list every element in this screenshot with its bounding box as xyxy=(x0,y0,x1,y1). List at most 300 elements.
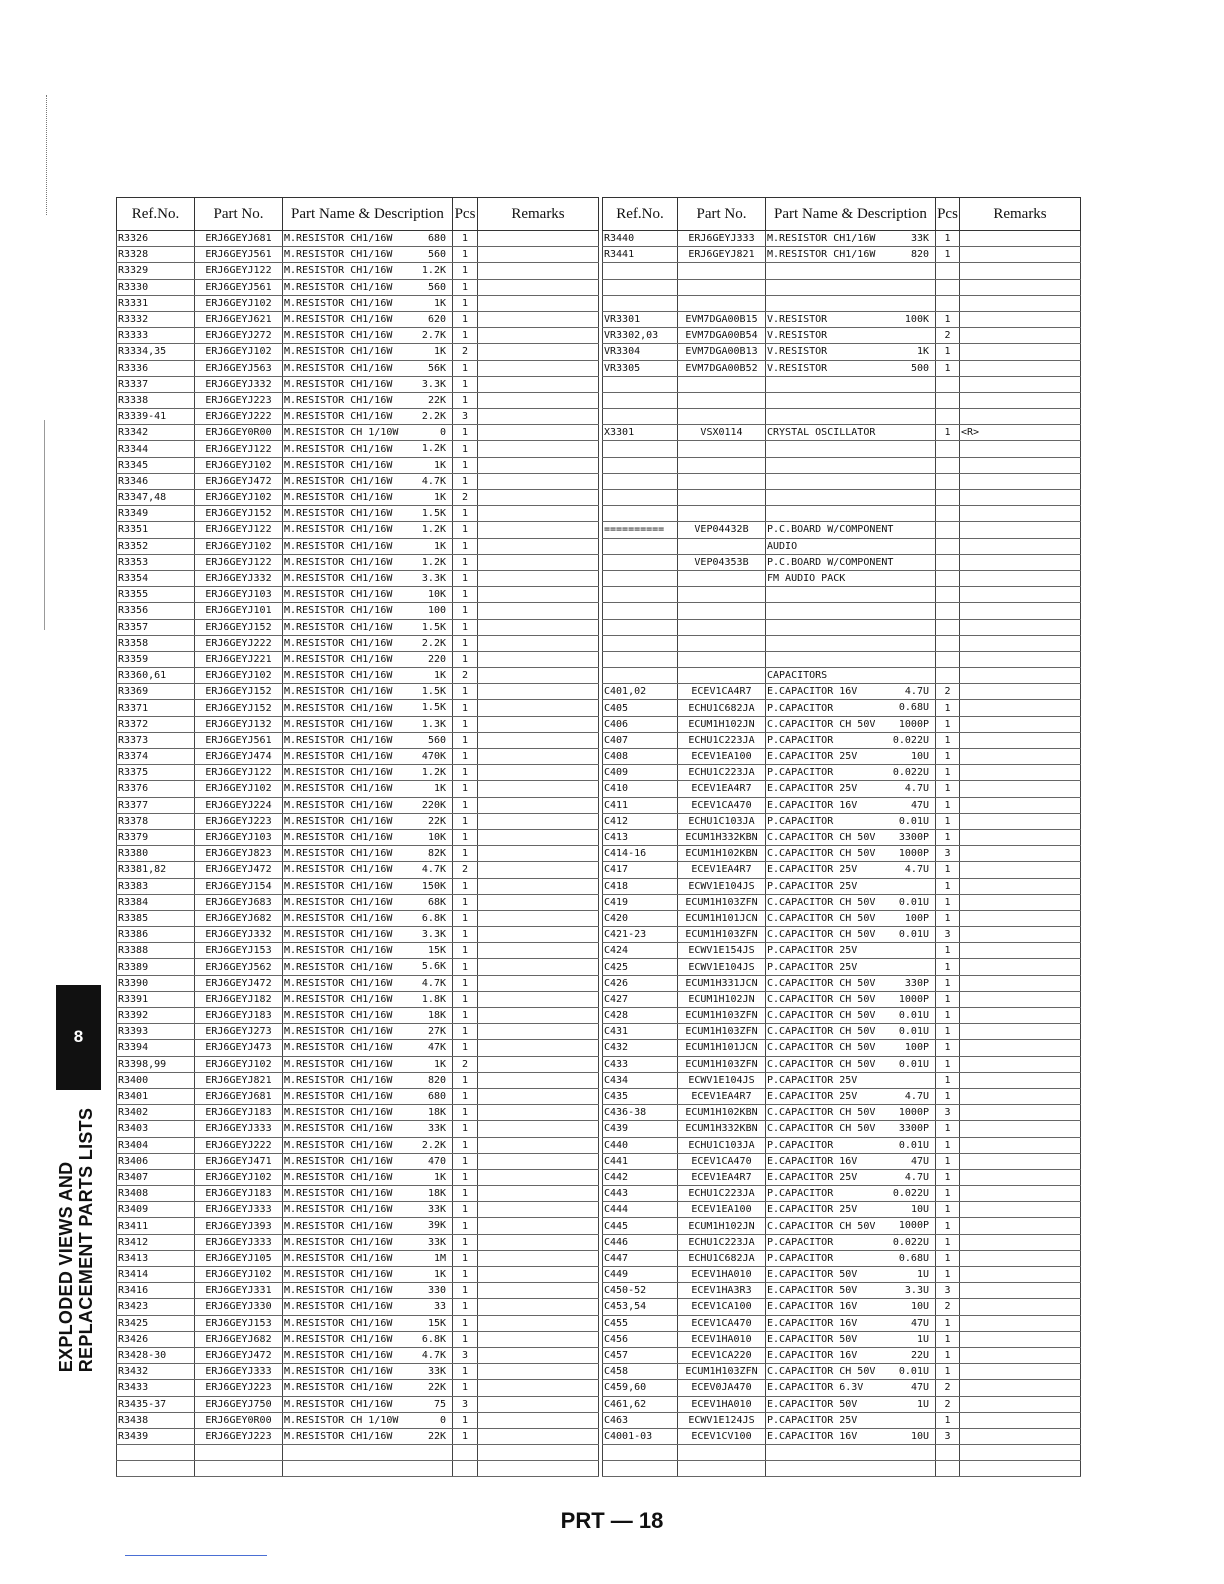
ref-cell: R3390 xyxy=(117,975,195,991)
pcs-cell: 1 xyxy=(936,959,960,975)
part-no-cell: ECEV1EA100 xyxy=(678,1202,766,1218)
ref-cell xyxy=(603,263,678,279)
description-text: P.CAPACITOR 25V xyxy=(767,961,858,973)
description-cell xyxy=(766,1380,936,1396)
ref-cell: C412 xyxy=(603,813,678,829)
pcs-cell: 1 xyxy=(936,311,960,327)
description-text: P.CAPACITOR 25V xyxy=(767,945,858,957)
pcs-cell: 2 xyxy=(453,344,478,360)
table-row xyxy=(603,311,1081,327)
pcs-cell xyxy=(936,587,960,603)
table-row xyxy=(603,1412,1081,1428)
pcs-cell: 1 xyxy=(936,1121,960,1137)
pcs-cell: 1 xyxy=(936,1202,960,1218)
description-cell xyxy=(766,1347,936,1363)
table-row xyxy=(603,927,1081,943)
ref-cell: R3329 xyxy=(117,263,195,279)
remarks-cell xyxy=(960,490,1081,506)
pcs-cell: 1 xyxy=(453,1250,478,1266)
description-cell xyxy=(766,1169,936,1185)
part-no-cell: EVM7DGA00B52 xyxy=(678,360,766,376)
ref-cell: R3351 xyxy=(117,522,195,538)
ref-cell: R3403 xyxy=(117,1121,195,1137)
part-no-cell: ERJ6GEYJ472 xyxy=(195,1347,283,1363)
description-text: M.RESISTOR CH1/16W xyxy=(284,297,393,309)
description-cell xyxy=(283,991,453,1007)
value-text: 1K xyxy=(916,346,929,358)
table-row xyxy=(117,1218,599,1234)
ref-cell: C425 xyxy=(603,959,678,975)
ref-cell: R3326 xyxy=(117,231,195,247)
ref-cell xyxy=(603,506,678,522)
description-cell xyxy=(283,344,453,360)
part-no-cell: VSX0114 xyxy=(678,425,766,441)
table-row xyxy=(117,1380,599,1396)
description-text: M.RESISTOR CH1/16W xyxy=(767,233,876,245)
ref-cell: R3426 xyxy=(117,1331,195,1347)
part-no-cell xyxy=(678,506,766,522)
part-no-cell xyxy=(678,570,766,586)
description-text: V.RESISTOR xyxy=(767,330,828,342)
description-text: M.RESISTOR CH1/16W xyxy=(284,1026,393,1038)
ref-cell: R3379 xyxy=(117,829,195,845)
pcs-cell: 1 xyxy=(936,247,960,263)
description-text: M.RESISTOR CH1/16W xyxy=(284,1285,393,1297)
pcs-cell: 3 xyxy=(453,1347,478,1363)
description-cell xyxy=(766,328,936,344)
remarks-cell xyxy=(960,554,1081,570)
pcs-cell: 1 xyxy=(936,360,960,376)
pcs-cell: 1 xyxy=(453,1315,478,1331)
remarks-cell xyxy=(960,668,1081,684)
value-text: 33 xyxy=(433,1301,446,1313)
pcs-cell: 1 xyxy=(936,716,960,732)
description-cell xyxy=(283,295,453,311)
description-text: M.RESISTOR CH1/16W xyxy=(284,864,393,876)
remarks-cell xyxy=(478,1072,599,1088)
value-text: 1K xyxy=(433,1269,446,1280)
description-text: M.RESISTOR CH1/16W xyxy=(284,993,393,1005)
remarks-cell xyxy=(960,1040,1081,1056)
table-row xyxy=(603,1234,1081,1250)
part-no-cell: ERJ6GEYJ681 xyxy=(195,1088,283,1104)
header-pcs: Pcs xyxy=(453,198,478,231)
description-text: V.RESISTOR xyxy=(767,314,828,326)
ref-cell xyxy=(603,392,678,408)
parts-table-right xyxy=(602,197,1081,1477)
part-no-cell xyxy=(678,635,766,651)
value-text: 10U xyxy=(910,751,929,762)
remarks-cell xyxy=(478,975,599,991)
ref-cell xyxy=(603,619,678,635)
description-cell xyxy=(283,1445,453,1461)
ref-cell: R3333 xyxy=(117,328,195,344)
description-cell xyxy=(283,392,453,408)
table-row xyxy=(603,894,1081,910)
table-row xyxy=(603,1024,1081,1040)
remarks-cell xyxy=(478,619,599,635)
remarks-cell xyxy=(960,1234,1081,1250)
part-no-cell: ERJ6GEYJ152 xyxy=(195,684,283,700)
part-no-cell: ERJ6GEYJ222 xyxy=(195,635,283,651)
description-cell xyxy=(766,1218,936,1234)
pcs-cell xyxy=(936,538,960,554)
description-text: M.RESISTOR CH1/16W xyxy=(284,718,393,730)
description-cell xyxy=(766,619,936,635)
remarks-cell xyxy=(960,732,1081,748)
table-row xyxy=(603,732,1081,748)
description-text: M.RESISTOR CH1/16W xyxy=(284,702,393,714)
ref-cell: R3404 xyxy=(117,1137,195,1153)
table-row xyxy=(603,603,1081,619)
table-row xyxy=(117,927,599,943)
remarks-cell xyxy=(478,1250,599,1266)
description-text: M.RESISTOR CH1/16W xyxy=(284,1382,393,1394)
value-text: 10U xyxy=(910,1204,929,1216)
value-text: 1K xyxy=(433,1171,446,1183)
pcs-cell xyxy=(936,506,960,522)
value-text: 82K xyxy=(427,848,446,860)
header-pcs: Pcs xyxy=(936,198,960,231)
ref-cell: R3393 xyxy=(117,1024,195,1040)
description-cell xyxy=(766,376,936,392)
value-text: 4.7U xyxy=(904,1171,929,1183)
description-text: M.RESISTOR CH1/16W xyxy=(284,929,393,941)
part-no-cell: ERJ6GEYJ472 xyxy=(195,473,283,489)
remarks-cell xyxy=(960,1024,1081,1040)
remarks-cell xyxy=(960,1153,1081,1169)
part-no-cell: ERJ6GEYJ223 xyxy=(195,1380,283,1396)
value-text: 47U xyxy=(910,1155,929,1167)
remarks-cell xyxy=(960,1283,1081,1299)
part-no-cell: ERJ6GEYJ102 xyxy=(195,490,283,506)
pcs-cell xyxy=(453,1445,478,1461)
ref-cell xyxy=(117,1461,195,1477)
table-row xyxy=(603,1088,1081,1104)
value-text: 0.01U xyxy=(898,896,929,908)
pcs-cell: 1 xyxy=(453,1121,478,1137)
ref-cell: C408 xyxy=(603,749,678,765)
remarks-cell xyxy=(478,1267,599,1283)
pcs-cell: 1 xyxy=(453,684,478,700)
description-cell xyxy=(283,328,453,344)
pcs-cell: 3 xyxy=(936,1283,960,1299)
ref-cell xyxy=(603,668,678,684)
pcs-cell: 2 xyxy=(453,862,478,878)
remarks-cell xyxy=(960,1218,1081,1234)
part-no-cell: ECHU1C103JA xyxy=(678,1137,766,1153)
remarks-cell xyxy=(478,441,599,457)
part-no-cell: ERJ6GEYJ333 xyxy=(195,1234,283,1250)
pcs-cell: 1 xyxy=(453,311,478,327)
description-text: M.RESISTOR CH1/16W xyxy=(284,799,393,811)
description-cell xyxy=(283,409,453,425)
pcs-cell: 1 xyxy=(453,959,478,975)
ref-cell: R3388 xyxy=(117,943,195,959)
value-text: 15K xyxy=(427,945,446,957)
part-no-cell: ERJ6GEYJ621 xyxy=(195,311,283,327)
pcs-cell: 1 xyxy=(453,1137,478,1153)
part-no-cell: ERJ6GEYJ821 xyxy=(195,1072,283,1088)
pcs-cell: 1 xyxy=(936,1056,960,1072)
table-row xyxy=(117,846,599,862)
table-row xyxy=(117,279,599,295)
remarks-cell xyxy=(960,344,1081,360)
description-cell xyxy=(283,490,453,506)
part-no-cell: ERJ6GEYJ681 xyxy=(195,231,283,247)
pcs-cell: 1 xyxy=(453,457,478,473)
description-cell xyxy=(766,1250,936,1266)
description-text: M.RESISTOR CH1/16W xyxy=(284,912,393,924)
description-cell xyxy=(283,441,453,457)
value-text: 3300P xyxy=(898,831,929,843)
value-text: 1K xyxy=(433,459,446,471)
pcs-cell: 1 xyxy=(453,360,478,376)
description-cell xyxy=(766,781,936,797)
value-text: 2.2K xyxy=(421,411,446,423)
part-no-cell: ERJ6GEYJ561 xyxy=(195,732,283,748)
value-text: 620 xyxy=(427,313,446,325)
part-no-cell: ECEV1EA4R7 xyxy=(678,1169,766,1185)
description-cell xyxy=(283,1153,453,1169)
remarks-cell xyxy=(478,538,599,554)
description-text: E.CAPACITOR 16V xyxy=(767,1317,858,1329)
table-row xyxy=(603,878,1081,894)
description-cell xyxy=(283,700,453,716)
value-text: 5.6K xyxy=(421,961,446,973)
remarks-cell xyxy=(478,1024,599,1040)
value-text: 0.01U xyxy=(898,1058,929,1070)
ref-cell: R3380 xyxy=(117,846,195,862)
remarks-cell xyxy=(960,927,1081,943)
remarks-cell xyxy=(960,506,1081,522)
ref-cell xyxy=(603,295,678,311)
part-no-cell: ERJ6GEYJ152 xyxy=(195,506,283,522)
table-row xyxy=(603,231,1081,247)
pcs-cell: 1 xyxy=(936,797,960,813)
description-cell xyxy=(283,1040,453,1056)
part-no-cell: ECUM1H103ZFN xyxy=(678,1364,766,1380)
pcs-cell: 1 xyxy=(453,894,478,910)
remarks-cell xyxy=(478,1056,599,1072)
value-text: 1U xyxy=(916,1398,929,1410)
part-no-cell: ERJ6GEYJ823 xyxy=(195,846,283,862)
value-text: 4.7K xyxy=(421,977,446,989)
description-cell xyxy=(766,554,936,570)
value-text: 0.01U xyxy=(898,815,929,827)
description-text: M.RESISTOR CH1/16W xyxy=(284,1074,393,1086)
ref-cell: R3349 xyxy=(117,506,195,522)
value-text: 33K xyxy=(427,1366,446,1378)
value-text: 4.7U xyxy=(904,686,929,698)
value-text: 0.022U xyxy=(892,767,929,779)
description-cell xyxy=(766,846,936,862)
remarks-cell xyxy=(960,1186,1081,1202)
value-text: 27K xyxy=(427,1026,446,1038)
table-row xyxy=(117,1250,599,1266)
pcs-cell: 1 xyxy=(936,765,960,781)
part-no-cell: ECHU1C223JA xyxy=(678,732,766,748)
ref-cell: C444 xyxy=(603,1202,678,1218)
value-text: 680 xyxy=(427,233,446,244)
description-cell xyxy=(766,1153,936,1169)
ref-cell: R3352 xyxy=(117,538,195,554)
description-text: C.CAPACITOR CH 50V xyxy=(767,848,876,860)
description-cell xyxy=(766,894,936,910)
description-text: M.RESISTOR CH1/16W xyxy=(284,314,393,326)
part-no-cell: ECUM1H103ZFN xyxy=(678,1024,766,1040)
description-text: M.RESISTOR CH1/16W xyxy=(284,249,393,261)
ref-cell: C449 xyxy=(603,1267,678,1283)
table-row xyxy=(603,959,1081,975)
pcs-cell xyxy=(936,554,960,570)
description-text: M.RESISTOR CH1/16W xyxy=(284,1139,393,1151)
ref-cell xyxy=(603,538,678,554)
remarks-cell xyxy=(960,360,1081,376)
table-row xyxy=(117,975,599,991)
ref-cell: R3385 xyxy=(117,910,195,926)
description-cell xyxy=(766,668,936,684)
description-cell xyxy=(766,700,936,716)
description-text: C.CAPACITOR CH 50V xyxy=(767,896,876,908)
ref-cell: R3383 xyxy=(117,878,195,894)
remarks-cell xyxy=(960,1461,1081,1477)
ref-cell: C405 xyxy=(603,700,678,716)
description-cell xyxy=(766,263,936,279)
ref-cell: C461,62 xyxy=(603,1396,678,1412)
part-no-cell: ECEV1CA470 xyxy=(678,797,766,813)
description-cell xyxy=(283,1056,453,1072)
part-no-cell: ECUM1H102KBN xyxy=(678,846,766,862)
ref-cell xyxy=(603,409,678,425)
ref-cell xyxy=(603,1445,678,1461)
ref-cell: R3369 xyxy=(117,684,195,700)
remarks-cell xyxy=(478,1412,599,1428)
part-no-cell: ECWV1E104JS xyxy=(678,878,766,894)
value-text: 22K xyxy=(427,394,446,406)
description-cell xyxy=(766,684,936,700)
table-row xyxy=(117,554,599,570)
table-row xyxy=(603,1315,1081,1331)
part-no-cell: ERJ6GEYJ223 xyxy=(195,1428,283,1444)
ref-cell: C417 xyxy=(603,862,678,878)
header-name: Part Name & Description xyxy=(766,198,936,231)
table-row xyxy=(117,1040,599,1056)
table-row xyxy=(117,910,599,926)
value-text: 1K xyxy=(433,346,446,358)
pcs-cell: 1 xyxy=(936,894,960,910)
table-row xyxy=(117,1428,599,1444)
description-cell xyxy=(283,765,453,781)
value-text: 680 xyxy=(427,1090,446,1102)
remarks-cell xyxy=(478,1428,599,1444)
value-text: 1.2K xyxy=(421,556,446,568)
remarks-cell xyxy=(478,829,599,845)
remarks-cell xyxy=(960,538,1081,554)
description-cell xyxy=(766,522,936,538)
part-no-cell: ECUM1H331JCN xyxy=(678,975,766,991)
remarks-cell xyxy=(478,522,599,538)
table-row xyxy=(603,668,1081,684)
description-text: M.RESISTOR CH1/16W xyxy=(284,751,393,763)
description-text: E.CAPACITOR 25V xyxy=(767,783,858,795)
part-no-cell: ERJ6GEYJ102 xyxy=(195,1056,283,1072)
description-text: V.RESISTOR xyxy=(767,362,828,374)
table-row xyxy=(117,360,599,376)
description-cell xyxy=(766,797,936,813)
description-cell xyxy=(283,619,453,635)
part-no-cell: ERJ6GEY0R00 xyxy=(195,425,283,441)
value-text: 2.7K xyxy=(421,330,446,342)
value-text: 22U xyxy=(910,1349,929,1361)
table-row xyxy=(603,587,1081,603)
part-no-cell: ERJ6GEYJ101 xyxy=(195,603,283,619)
pcs-cell: 2 xyxy=(453,1056,478,1072)
ref-cell: R3360,61 xyxy=(117,668,195,684)
description-cell xyxy=(766,959,936,975)
remarks-cell xyxy=(960,619,1081,635)
ref-cell: C426 xyxy=(603,975,678,991)
pcs-cell xyxy=(936,490,960,506)
pcs-cell: 1 xyxy=(453,829,478,845)
table-row xyxy=(603,846,1081,862)
ref-cell: C419 xyxy=(603,894,678,910)
table-row xyxy=(603,441,1081,457)
table-row xyxy=(603,570,1081,586)
value-text: 47U xyxy=(910,1317,929,1329)
part-no-cell: ERJ6GEYJ561 xyxy=(195,247,283,263)
remarks-cell xyxy=(478,1315,599,1331)
part-no-cell: ECEV1HA010 xyxy=(678,1267,766,1283)
description-text: M.RESISTOR CH1/16W xyxy=(284,265,393,277)
pcs-cell: 1 xyxy=(453,943,478,959)
description-cell xyxy=(766,587,936,603)
part-no-cell: ERJ6GEYJ223 xyxy=(195,392,283,408)
description-cell xyxy=(766,635,936,651)
description-cell xyxy=(766,441,936,457)
remarks-cell xyxy=(960,1267,1081,1283)
remarks-cell xyxy=(960,1380,1081,1396)
description-cell xyxy=(766,1088,936,1104)
value-text: 330 xyxy=(427,1285,446,1297)
ref-cell: R3439 xyxy=(117,1428,195,1444)
part-no-cell: ERJ6GEYJ153 xyxy=(195,1315,283,1331)
remarks-cell xyxy=(960,263,1081,279)
part-no-cell: ERJ6GEYJ224 xyxy=(195,797,283,813)
remarks-cell xyxy=(960,684,1081,700)
description-cell xyxy=(283,554,453,570)
description-text: P.CAPACITOR xyxy=(767,1188,834,1200)
remarks-cell xyxy=(960,392,1081,408)
value-text: 18K xyxy=(427,1010,446,1021)
description-cell xyxy=(283,473,453,489)
ref-cell: R3347,48 xyxy=(117,490,195,506)
table-row xyxy=(117,441,599,457)
table-row xyxy=(117,1169,599,1185)
pcs-cell: 1 xyxy=(453,554,478,570)
remarks-cell xyxy=(960,813,1081,829)
table-row xyxy=(603,1267,1081,1283)
ref-cell: R3373 xyxy=(117,732,195,748)
ref-cell: C443 xyxy=(603,1186,678,1202)
remarks-cell xyxy=(960,603,1081,619)
pcs-cell: 1 xyxy=(453,991,478,1007)
value-text: 3.3K xyxy=(421,929,446,941)
part-no-cell: ECEV1EA100 xyxy=(678,749,766,765)
value-text: 1.3K xyxy=(421,718,446,730)
part-no-cell xyxy=(678,409,766,425)
remarks-cell xyxy=(478,1234,599,1250)
